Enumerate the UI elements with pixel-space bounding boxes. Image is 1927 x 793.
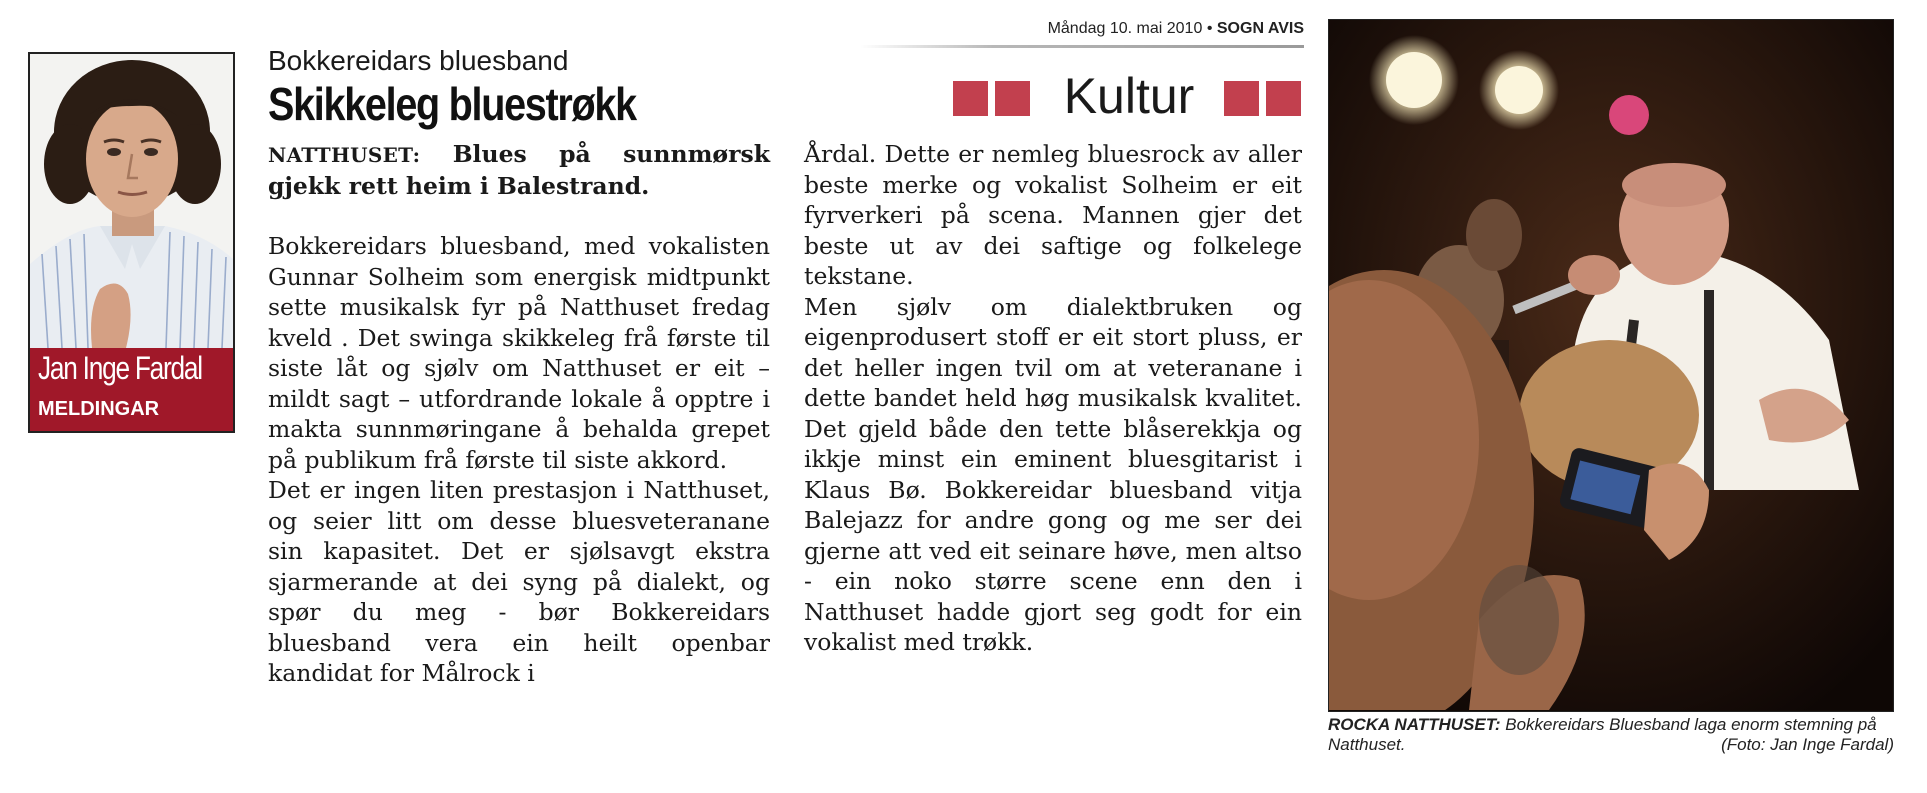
lead-kicker: NATTHUSET: (268, 143, 421, 167)
article-column-2 (804, 139, 1302, 658)
issue-date: Måndag 10. mai 2010 (1047, 20, 1203, 37)
article-lead (268, 139, 770, 201)
body-paragraph: Bokkereidars bluesband, med vokalisten Gunnar Solheim som energisk midtpunkt sette musikalsk fyr på Natthuset fredag kveld . Det swinga skikkeleg frå første til siste låt og sjølv om Natthuset er eit – mildt sagt – utfordrande lokale å opptre i makta sunnmøringane å behalda grepet på publikum frå første til siste akkord. (268, 232, 770, 474)
body-paragraph: Det er ingen liten prestasjon i Natthuset, og seier litt om desse bluesveteranane sin kapasitet. Det er sjølsavgt ekstra sjarmerande at dei syng på dialekt, og spør du meg - bør Bokkereidars bluesband vera ein heilt openbar kandidat for Målrock i (268, 476, 770, 687)
article-column-1 (268, 139, 770, 689)
section-title: Kultur (1063, 68, 1195, 124)
body-paragraph: Årdal. Dette er nemleg bluesrock av aller beste merke og vokalist Solheim er eit fyrverkeri på scena. Mannen gjer det beste ut av dei saftige og folkelege tekstane. (804, 140, 1302, 290)
section-square-icon (1266, 81, 1301, 116)
lead-text: Blues på sunnmørsk gjekk rett heim i Balestrand. (268, 140, 770, 200)
section-square-icon (1224, 81, 1259, 116)
author-role: MELDINGAR (38, 398, 160, 420)
body-paragraph: Men sjølv om dialektbruken og eigenprodusert stoff er eit stort pluss, er det heller ingen tvil om at veteranane i dette bandet held høg musikalsk kvalitet. Det gjeld både den tette blåserekkja og ikkje minst ein eminent bluesgitarist i Klaus Bø. Bokkereidar bluesband vitja Balejazz for andre gong og me ser dei gjerne att ved eit seinare høve, men altso - ein noko større scene enn den i Natthuset hadde gjort seg godt for ein vokalist med trøkk. (804, 292, 1302, 656)
caption-kicker: ROCKA NATTHUSET: (1328, 715, 1501, 734)
author-portrait (30, 54, 233, 348)
author-name: Jan Inge Fardal (38, 350, 202, 386)
section-square-icon (995, 81, 1030, 116)
dateline-rule (860, 45, 1304, 48)
photo-credit: (Foto: Jan Inge Fardal) (1721, 735, 1894, 754)
caption-text: Bokkereidars Bluesband laga enorm stemning på Natthuset. (1328, 715, 1877, 754)
article-kicker: Bokkereidars bluesband (268, 45, 569, 76)
concert-photo (1328, 19, 1894, 712)
dateline-separator: • (1206, 20, 1213, 37)
paper-name: SOGN AVIS (1216, 20, 1304, 37)
dateline (1000, 20, 1304, 38)
article-headline: Skikkeleg bluestrøkk (268, 78, 636, 130)
section-square-icon (953, 81, 988, 116)
